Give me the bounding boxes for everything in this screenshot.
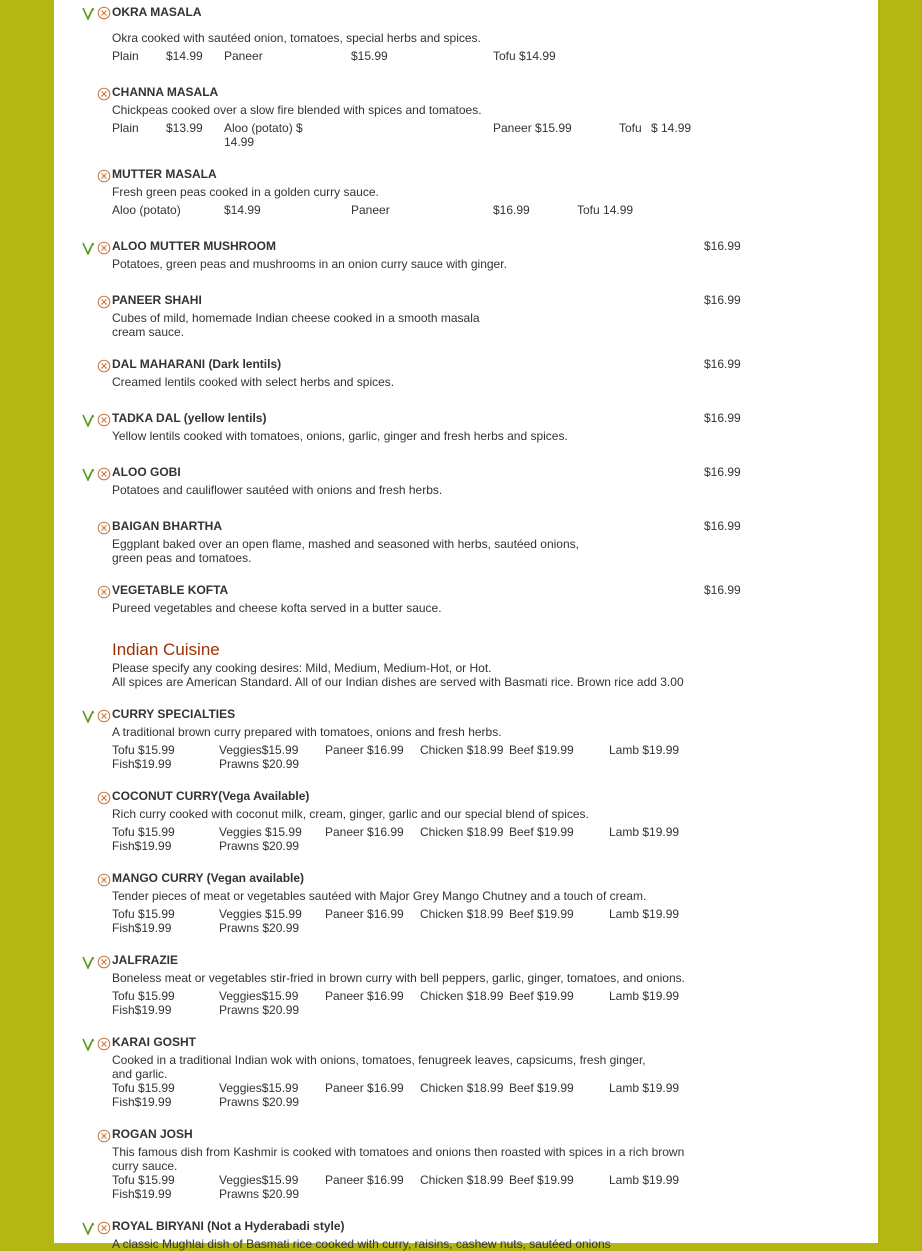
- item-name: COCONUT CURRY(Vega Available): [112, 789, 310, 803]
- item-name: ALOO MUTTER MUSHROOM: [112, 239, 276, 253]
- gluten-free-icon: [97, 295, 111, 309]
- price-option: Plain: [112, 121, 139, 135]
- price-chicken: Chicken $18.99: [420, 989, 504, 1003]
- price-fish: Fish$19.99: [112, 1003, 172, 1017]
- price-veggies: Veggies $15.99: [219, 907, 302, 921]
- item-description: Chickpeas cooked over a slow fire blended with spices and tomatoes.: [112, 103, 482, 117]
- gluten-free-icon: [97, 241, 111, 255]
- price-tofu: Tofu $15.99: [112, 989, 175, 1003]
- price-veggies: Veggies$15.99: [219, 1081, 299, 1095]
- item-price: $16.99: [704, 583, 741, 597]
- price-lamb: Lamb $19.99: [609, 1173, 680, 1187]
- price-prawns: Prawns $20.99: [219, 1187, 300, 1201]
- price-option: Tofu 14.99: [577, 203, 634, 217]
- price-prawns: Prawns $20.99: [219, 1095, 300, 1109]
- price-tofu: Tofu $15.99: [112, 907, 175, 921]
- price-option: Paneer $15.99: [493, 121, 572, 135]
- price-option: Tofu $14.99: [493, 49, 556, 63]
- item-name: MANGO CURRY (Vegan available): [112, 871, 305, 885]
- gluten-free-icon: [97, 709, 111, 723]
- item-description: Potatoes and cauliflower sautéed with onions and fresh herbs.: [112, 483, 443, 497]
- item-description: Fresh green peas cooked in a golden curry sauce.: [112, 185, 379, 199]
- section-heading: Indian Cuisine: [112, 640, 220, 659]
- price-fish: Fish$19.99: [112, 1187, 172, 1201]
- vegan-sprout-icon: [81, 955, 95, 969]
- price-chicken: Chicken $18.99: [420, 1173, 504, 1187]
- price-option: Aloo (potato) $ 14.99: [224, 121, 303, 149]
- item-name: ALOO GOBI: [112, 465, 181, 479]
- rice-note: All spices are American Standard. All of our Indian dishes are served with Basmati rice. Brown rice add 3.00: [112, 675, 684, 689]
- item-description: Okra cooked with sautéed onion, tomatoes, special herbs and spices.: [112, 31, 481, 45]
- gluten-free-icon: [97, 1037, 111, 1051]
- price-lamb: Lamb $19.99: [609, 825, 680, 839]
- price-option: Paneer: [224, 49, 263, 63]
- item-name: TADKA DAL (yellow lentils): [112, 411, 267, 425]
- price-chicken: Chicken $18.99: [420, 1081, 504, 1095]
- gluten-free-icon: [97, 873, 111, 887]
- price-value: $16.99: [493, 203, 530, 217]
- price-veggies: Veggies$15.99: [219, 743, 299, 757]
- vegan-sprout-icon: [81, 467, 95, 481]
- price-chicken: Chicken $18.99: [420, 825, 504, 839]
- gluten-free-icon: [97, 359, 111, 373]
- price-beef: Beef $19.99: [509, 989, 574, 1003]
- item-description: Cooked in a traditional Indian wok with onions, tomatoes, fenugreek leaves, capsicums, fresh ginger, and garlic.: [112, 1053, 646, 1081]
- item-price: $16.99: [704, 519, 741, 533]
- item-name: JALFRAZIE: [112, 953, 178, 967]
- price-value: $14.99: [166, 49, 203, 63]
- item-name: OKRA MASALA: [112, 5, 202, 19]
- item-name: VEGETABLE KOFTA: [112, 583, 229, 597]
- price-option: Paneer: [351, 203, 390, 217]
- gluten-free-icon: [97, 413, 111, 427]
- price-paneer: Paneer $16.99: [325, 1081, 404, 1095]
- item-name: KARAI GOSHT: [112, 1035, 196, 1049]
- price-prawns: Prawns $20.99: [219, 757, 300, 771]
- item-price: $16.99: [704, 357, 741, 371]
- price-option: Tofu: [619, 121, 642, 135]
- price-tofu: Tofu $15.99: [112, 743, 175, 757]
- price-beef: Beef $19.99: [509, 1081, 574, 1095]
- price-value: $14.99: [224, 203, 261, 217]
- price-lamb: Lamb $19.99: [609, 743, 680, 757]
- gluten-free-icon: [97, 6, 111, 20]
- price-value: $ 14.99: [651, 121, 692, 135]
- item-description: Pureed vegetables and cheese kofta served in a butter sauce.: [112, 601, 442, 615]
- price-beef: Beef $19.99: [509, 1173, 574, 1187]
- price-prawns: Prawns $20.99: [219, 1003, 300, 1017]
- item-description: Yellow lentils cooked with tomatoes, onions, garlic, ginger and fresh herbs and spices.: [112, 429, 568, 443]
- item-description: Cubes of mild, homemade Indian cheese cooked in a smooth masala cream sauce.: [112, 311, 480, 339]
- price-paneer: Paneer $16.99: [325, 743, 404, 757]
- item-name: ROYAL BIRYANI (Not a Hyderabadi style): [112, 1219, 345, 1233]
- item-price: $16.99: [704, 239, 741, 253]
- item-name: ROGAN JOSH: [112, 1127, 193, 1141]
- price-value: $13.99: [166, 121, 203, 135]
- gluten-free-icon: [97, 1129, 111, 1143]
- price-chicken: Chicken $18.99: [420, 907, 504, 921]
- price-beef: Beef $19.99: [509, 743, 574, 757]
- price-veggies: Veggies $15.99: [219, 825, 302, 839]
- price-value: $15.99: [351, 49, 388, 63]
- item-name: CHANNA MASALA: [112, 85, 219, 99]
- vegan-sprout-icon: [81, 6, 95, 20]
- price-fish: Fish$19.99: [112, 1095, 172, 1109]
- price-beef: Beef $19.99: [509, 907, 574, 921]
- price-option: Aloo (potato): [112, 203, 181, 217]
- item-description: A traditional brown curry prepared with tomatoes, onions and fresh herbs.: [112, 725, 502, 739]
- price-veggies: Veggies$15.99: [219, 989, 299, 1003]
- price-lamb: Lamb $19.99: [609, 1081, 680, 1095]
- price-tofu: Tofu $15.99: [112, 1081, 175, 1095]
- price-option: Plain: [112, 49, 139, 63]
- item-price: $16.99: [704, 465, 741, 479]
- item-name: CURRY SPECIALTIES: [112, 707, 236, 721]
- price-prawns: Prawns $20.99: [219, 921, 300, 935]
- item-description: Creamed lentils cooked with select herbs and spices.: [112, 375, 395, 389]
- price-lamb: Lamb $19.99: [609, 989, 680, 1003]
- price-prawns: Prawns $20.99: [219, 839, 300, 853]
- item-description: Tender pieces of meat or vegetables sautéed with Major Grey Mango Chutney and a touch of cream.: [112, 889, 647, 903]
- item-description: This famous dish from Kashmir is cooked with tomatoes and onions then roasted with spices in a rich brown curry sauce.: [112, 1145, 685, 1173]
- price-tofu: Tofu $15.99: [112, 1173, 175, 1187]
- item-price: $16.99: [704, 411, 741, 425]
- price-paneer: Paneer $16.99: [325, 907, 404, 921]
- item-name: BAIGAN BHARTHA: [112, 519, 222, 533]
- gluten-free-icon: [97, 955, 111, 969]
- price-fish: Fish$19.99: [112, 757, 172, 771]
- item-description: Potatoes, green peas and mushrooms in an onion curry sauce with ginger.: [112, 257, 507, 271]
- price-paneer: Paneer $16.99: [325, 1173, 404, 1187]
- price-paneer: Paneer $16.99: [325, 989, 404, 1003]
- price-beef: Beef $19.99: [509, 825, 574, 839]
- item-name: DAL MAHARANI (Dark lentils): [112, 357, 282, 371]
- item-description: Boneless meat or vegetables stir-fried in brown curry with bell peppers, garlic, ginger, tomatoes, and onions.: [112, 971, 685, 985]
- gluten-free-icon: [97, 169, 111, 183]
- price-veggies: Veggies$15.99: [219, 1173, 299, 1187]
- gluten-free-icon: [97, 521, 111, 535]
- price-tofu: Tofu $15.99: [112, 825, 175, 839]
- gluten-free-icon: [97, 467, 111, 481]
- gluten-free-icon: [97, 1221, 111, 1235]
- item-description: Rich curry cooked with coconut milk, cream, ginger, garlic and our special blend of spices.: [112, 807, 589, 821]
- vegan-sprout-icon: [81, 1221, 95, 1235]
- price-chicken: Chicken $18.99: [420, 743, 504, 757]
- item-description: A classic Mughlai dish of Basmati rice cooked with curry, raisins, cashew nuts, sautéed onions: [112, 1237, 611, 1251]
- price-fish: Fish$19.99: [112, 839, 172, 853]
- vegan-sprout-icon: [81, 413, 95, 427]
- gluten-free-icon: [97, 791, 111, 805]
- vegan-sprout-icon: [81, 709, 95, 723]
- item-description: Eggplant baked over an open flame, mashed and seasoned with herbs, sautéed onions, green peas and tomatoes.: [112, 537, 579, 565]
- item-price: $16.99: [704, 293, 741, 307]
- price-lamb: Lamb $19.99: [609, 907, 680, 921]
- gluten-free-icon: [97, 87, 111, 101]
- item-name: PANEER SHAHI: [112, 293, 202, 307]
- price-fish: Fish$19.99: [112, 921, 172, 935]
- item-name: MUTTER MASALA: [112, 167, 217, 181]
- gluten-free-icon: [97, 585, 111, 599]
- menu-panel: [54, 0, 878, 1251]
- price-paneer: Paneer $16.99: [325, 825, 404, 839]
- vegan-sprout-icon: [81, 1037, 95, 1051]
- cooking-note: Please specify any cooking desires: Mild, Medium, Medium-Hot, or Hot.: [112, 661, 492, 675]
- vegan-sprout-icon: [81, 241, 95, 255]
